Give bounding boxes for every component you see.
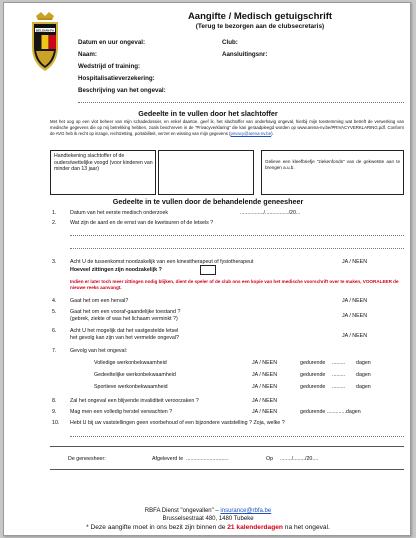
q10-text: Hebt U bij uw vaststellingen geen voorbehoud of een bijzondere vaststelling ? Zoja, welke ? — [70, 420, 285, 426]
doctor-section-title: Gedeelte in te vullen door de behandelende geneesheer — [112, 197, 304, 206]
signature-box[interactable] — [50, 150, 156, 195]
signoff-divider — [50, 446, 404, 447]
q4-number: 4. — [52, 298, 57, 304]
sticker-label: Gelieve een kleefbriefje "ziekenfonds" van de gekwetste aan te brengen a.u.b. — [265, 159, 400, 170]
q3-text: Acht U de tussenkomst noodzakelijk van een kinesitherapeut of fysiotherapeut — [70, 259, 254, 265]
q7-row-label: Volledige werkonbekwaamheid — [94, 360, 167, 366]
description-label: Beschrijving van het ongeval: — [78, 87, 166, 94]
doctor-label: De geneesheer: — [68, 456, 106, 462]
q7-row-unit: dagen — [356, 360, 371, 366]
q7-row-during: gedurende — [300, 384, 326, 390]
description-line[interactable] — [78, 102, 404, 103]
form-page — [3, 2, 411, 536]
q2-answer-line-2[interactable] — [70, 248, 404, 249]
q9-text: Mag men een volledig herstel verwachten ? — [70, 409, 173, 415]
q1-date-field[interactable]: ................/................/20... — [240, 210, 301, 216]
q7-row-label: Gedeeltelijke werkonbekwaamheid — [94, 372, 176, 378]
member-label: Aansluitingsnr: — [222, 51, 268, 58]
q3-warning: Indien er later toch meer zittingen nodig blijken, dient de speler of de club ons een kopie van het medische voorschrift over te maken, VOORALEER de nieuwe reeks aanvangt. — [70, 279, 399, 290]
q9-duration-field[interactable]: gedurende .............dagen — [300, 409, 361, 415]
q5-answer[interactable]: JA / NEEN — [342, 313, 368, 319]
sticker-box[interactable] — [261, 150, 404, 195]
q4-answer[interactable]: JA / NEEN — [342, 298, 368, 304]
q5-text: Gaat het om een vooraf-gaandelijke toestand ? — [70, 309, 181, 315]
q9-number: 9. — [52, 409, 57, 415]
q7-row-label: Sportieve werkonbekwaamheid — [94, 384, 168, 390]
signoff-divider-bottom — [50, 469, 404, 470]
q7-row-fill[interactable]: ......... — [332, 372, 346, 378]
logo-text: BELGIAN FA — [35, 28, 55, 33]
q1-number: 1. — [52, 210, 57, 216]
on-label: Op — [266, 456, 274, 462]
q3-answer[interactable]: JA / NEEN — [342, 259, 368, 265]
q7-row-during: gedurende — [300, 372, 326, 378]
q6-text: Acht U het mogelijk dat het vastgestelde letsel — [70, 328, 179, 334]
q7-row-fill[interactable]: ......... — [332, 360, 346, 366]
q6-subtext: het gevolg kan zijn van het vermelde ongeval? — [70, 335, 179, 341]
q7-number: 7. — [52, 348, 57, 354]
date-label: Datum en uur ongeval: — [78, 39, 146, 46]
q7-row-answer[interactable]: JA / NEEN — [252, 384, 278, 390]
footer-address: Brusselsestraat 480, 1480 Tubeke — [162, 516, 254, 522]
q7-row-answer[interactable]: JA / NEEN — [252, 372, 278, 378]
q8-answer[interactable]: JA / NEEN — [252, 398, 278, 404]
rbfa-logo — [30, 11, 60, 73]
q6-number: 6. — [52, 328, 57, 334]
privacy-email-link[interactable]: privacy@arena-nv.be — [230, 130, 272, 136]
q8-number: 8. — [52, 398, 57, 404]
signature-label: Handtekening slachtoffer of de ouders/wettelijke voogd (voor kinderen van minder dan 13 jaar) — [54, 153, 153, 173]
q2-text: Wat zijn de aard en de ernst van de kwetsuren of de letsels ? — [70, 220, 214, 226]
footer-email-link[interactable]: insurance@rbfa.be — [220, 508, 272, 514]
q3-sessions-label: Hoeveel zittingen zijn noodzakelijk ? — [70, 267, 162, 273]
q7-text: Gevolg van het ongeval: — [70, 348, 128, 354]
signoff-date-field[interactable]: ......../......../20.... — [280, 456, 319, 462]
victim-section-title: Gedeelte in te vullen door het slachtoffer — [138, 109, 278, 118]
q2-number: 2. — [52, 220, 57, 226]
privacy-text: Met het oog op een vlot beheer van mijn schadedossier, en enkel daartoe, geef ik, het slachtoffer van onderhavig ongeval, hierbij mijn toestemming wat betreft de verwerking van medische gegevens die op mij betrekking hebben, zoals beschreven in de "Privacyverklaring" die kan geraadpleegd worden op www.arena-nv.be/PRIVACYVERKLARING.pdf. Conform de AVG heb ik recht op inzage, rechtzetting, portabiliteit, verzet en wissing van mijn gegevens (privacy@arena-nv.be). — [50, 119, 404, 136]
q6-answer[interactable]: JA / NEEN — [342, 333, 368, 339]
insurer-label: Hospitalisatieverzekering: — [78, 75, 155, 82]
q5-subtext: (gebrek, ziekte of was het lichaam verminkt ?) — [70, 316, 178, 322]
q3-number: 3. — [52, 259, 57, 265]
q5-number: 5. — [52, 309, 57, 315]
q8-text: Zal het ongeval een blijvende invaliditeit veroorzaken ? — [70, 398, 199, 404]
q7-row-unit: dagen — [356, 384, 371, 390]
match-label: Wedstrijd of training: — [78, 63, 141, 70]
q3-sessions-box[interactable] — [200, 265, 216, 275]
q7-row-answer[interactable]: JA / NEEN — [252, 360, 278, 366]
club-label: Club: — [222, 39, 238, 46]
footer-deadline: * Deze aangifte moet in ons bezit zijn binnen de 21 kalenderdagen na het ongeval. — [86, 524, 330, 531]
issued-place-field[interactable]: ............................. — [186, 456, 229, 462]
issued-label: Afgeleverd te — [152, 456, 184, 462]
q7-row-fill[interactable]: ......... — [332, 384, 346, 390]
q10-answer-line[interactable] — [70, 436, 404, 437]
deadline-days: 21 kalenderdagen — [227, 524, 283, 531]
q7-row-unit: dagen — [356, 372, 371, 378]
q4-text: Gaat het om een herval? — [70, 298, 129, 304]
signature-area[interactable] — [158, 150, 254, 195]
q2-answer-line-1[interactable] — [70, 235, 404, 236]
name-label: Naam: — [78, 51, 97, 58]
page-title: Aangifte / Medisch getuigschrift — [187, 11, 333, 22]
q9-answer[interactable]: JA / NEEN — [252, 409, 278, 415]
q10-number: 10. — [52, 420, 60, 426]
q1-text: Datum van het eerste medisch onderzoek — [70, 210, 169, 216]
q7-row-during: gedurende — [300, 360, 326, 366]
page-subtitle: (Terug te bezorgen aan de clubsecretaris) — [195, 23, 325, 30]
footer-service: RBFA Dienst "ongevallen" – insurance@rbfa.be — [144, 508, 272, 514]
